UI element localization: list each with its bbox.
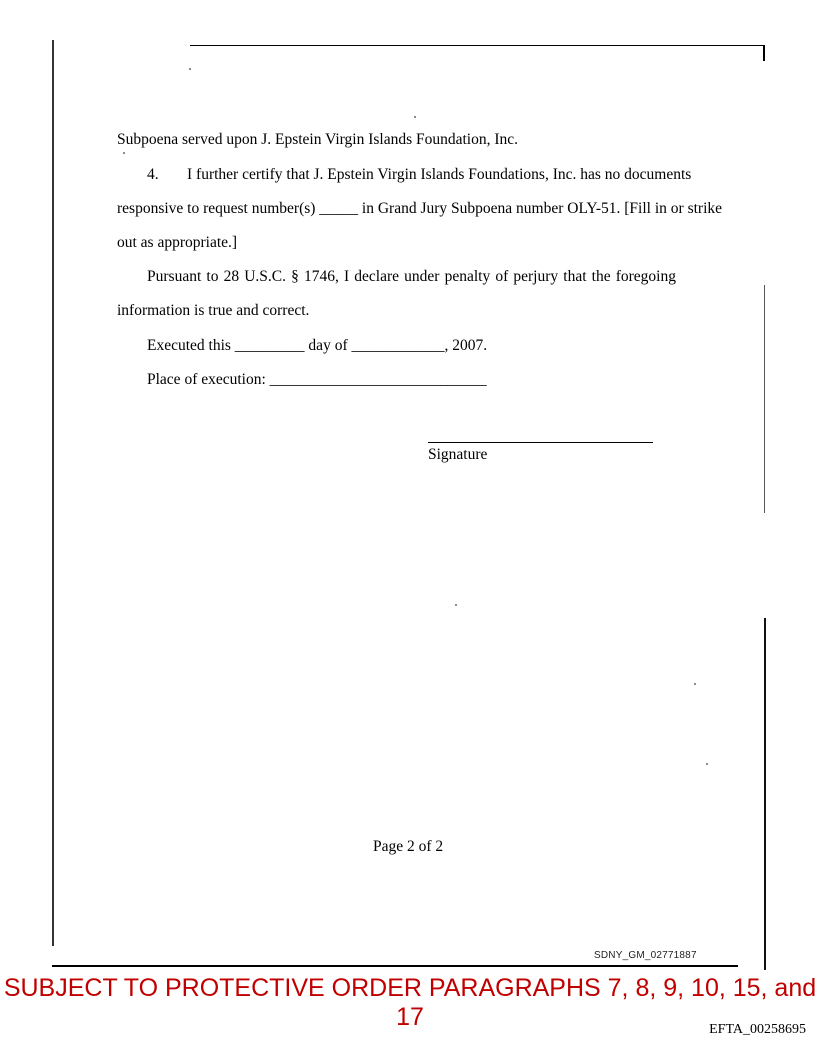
top-rule bbox=[190, 45, 764, 46]
place-of-execution-line: Place of execution: ____________________________ bbox=[147, 371, 487, 388]
bates-number: SDNY_GM_02771887 bbox=[594, 950, 697, 961]
scan-speck bbox=[414, 116, 416, 118]
scan-speck bbox=[455, 604, 457, 606]
scan-speck bbox=[694, 683, 696, 685]
executed-line: Executed this _________ day of ____________, 2007. bbox=[147, 337, 488, 354]
top-corner-mark bbox=[763, 45, 765, 61]
protective-order-banner: SUBJECT TO PROTECTIVE ORDER PARAGRAPHS 7, 8, 9, 10, 15, and 17 bbox=[3, 974, 817, 1031]
signature-label: Signature bbox=[428, 446, 488, 463]
subpoena-served-line: Subpoena served upon J. Epstein Virgin Islands Foundation, Inc. bbox=[117, 131, 519, 148]
declaration-line-1: Pursuant to 28 U.S.C. § 1746, I declare under penalty of perjury that the foregoing bbox=[147, 268, 676, 285]
paragraph-4-line-1: I further certify that J. Epstein Virgin Islands Foundations, Inc. has no documents bbox=[187, 166, 692, 183]
scan-speck bbox=[706, 763, 708, 765]
left-scan-edge bbox=[52, 40, 54, 946]
right-scan-edge-upper bbox=[764, 285, 765, 513]
right-scan-edge-lower bbox=[764, 618, 766, 970]
page-number: Page 2 of 2 bbox=[373, 838, 444, 855]
paragraph-4-line-3: out as appropriate.] bbox=[117, 234, 238, 251]
bottom-rule bbox=[52, 965, 738, 967]
scan-speck bbox=[189, 68, 191, 70]
scan-speck bbox=[123, 152, 125, 154]
signature-line bbox=[428, 442, 653, 443]
efta-id: EFTA_00258695 bbox=[709, 1022, 806, 1037]
paragraph-number: 4. bbox=[147, 166, 159, 183]
declaration-line-2: information is true and correct. bbox=[117, 302, 310, 319]
paragraph-4-line-2: responsive to request number(s) _____ in Grand Jury Subpoena number OLY-51. [Fill in or strike bbox=[117, 200, 722, 217]
